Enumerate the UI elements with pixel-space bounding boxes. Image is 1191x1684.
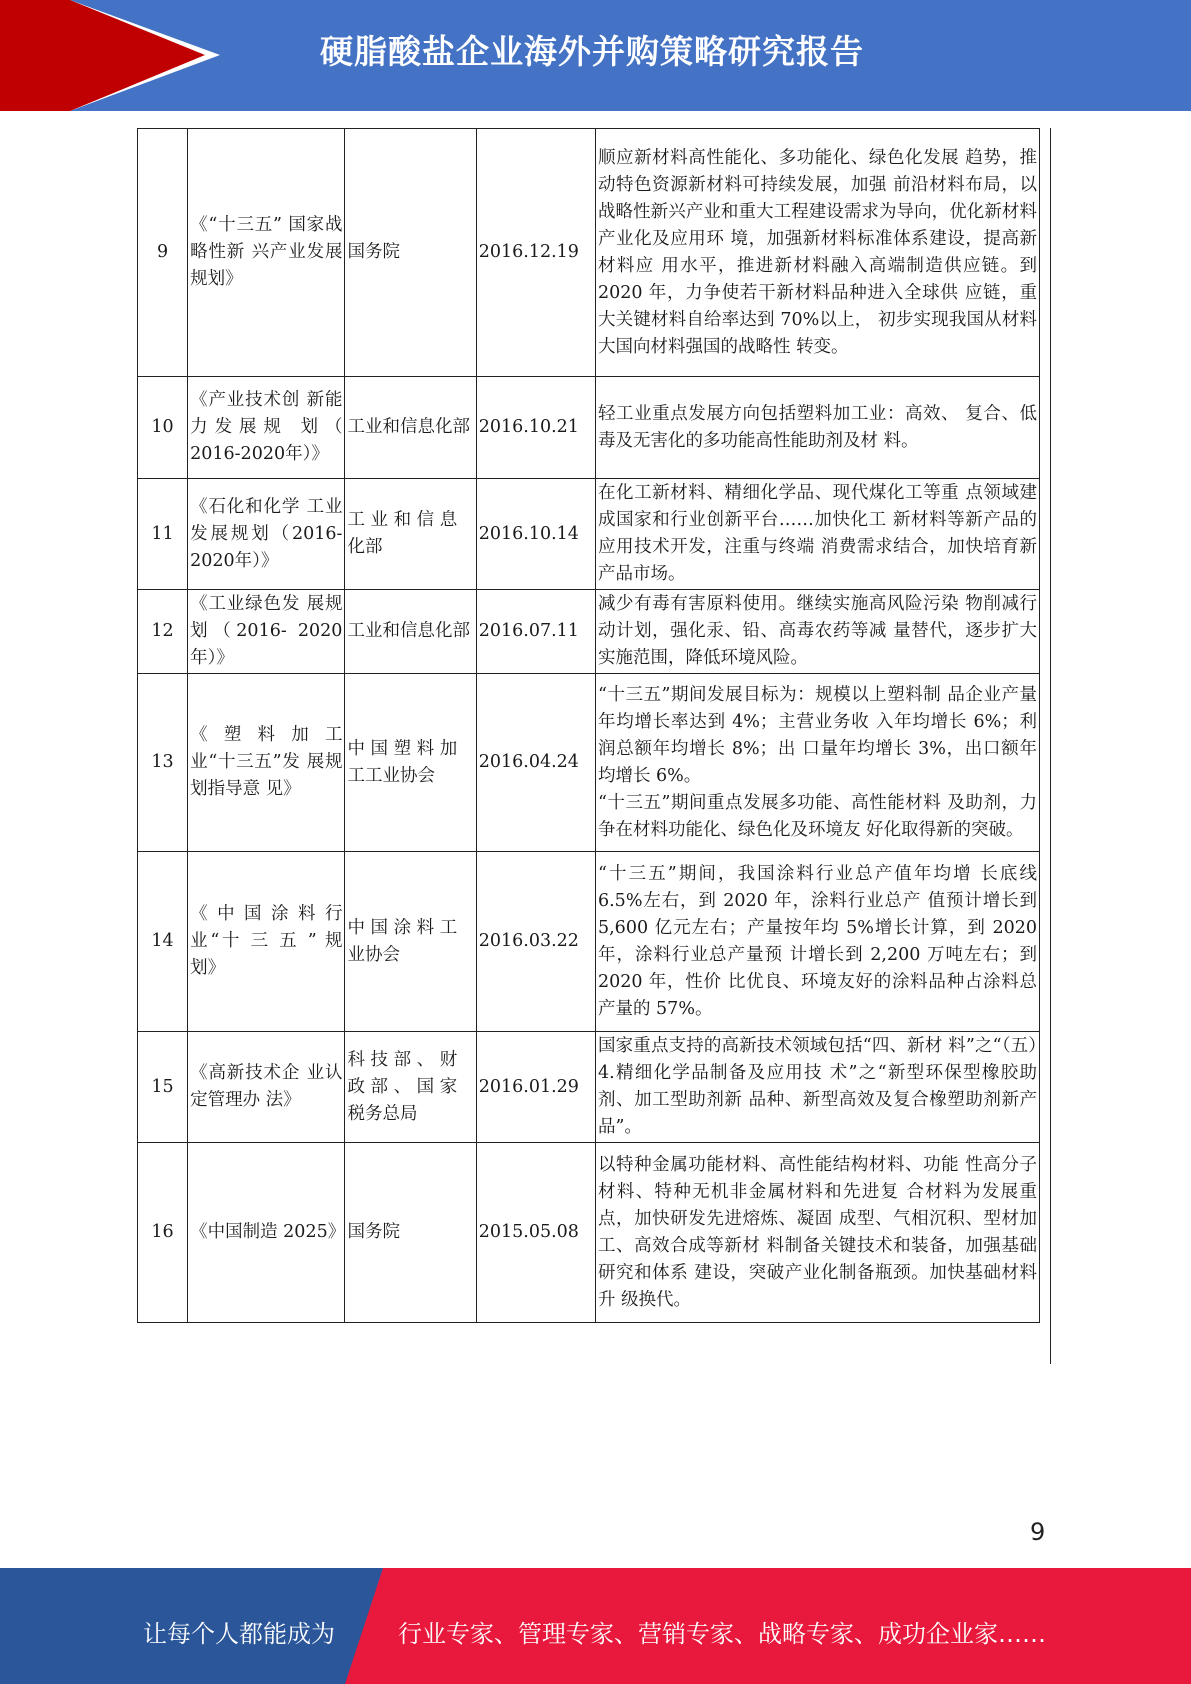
row-date: 2016.12.19 <box>476 129 595 377</box>
row-title: 《产业技术创 新能力发展规 划（ 2016-2020年）》 <box>188 377 345 479</box>
table-row <box>138 479 1040 590</box>
footer-blue-slant <box>345 1568 383 1684</box>
table-row <box>138 1032 1040 1143</box>
row-description: 国家重点支持的高新技术领域包括“四、新材 料”之“（五）4.精细化学品制备及应用技 术”之“新型环保型橡胶助剂、加工型助剂新 品种、新型高效及复合橡塑助剂新产品”。 <box>595 1032 1039 1143</box>
row-org: 中 国 塑 料 加工工业协会 <box>345 674 476 852</box>
row-title: 《工业绿色发 展规划（2016- 2020年）》 <box>188 590 345 674</box>
row-date: 2015.05.08 <box>476 1143 595 1323</box>
row-org: 中 国 涂 料 工业协会 <box>345 852 476 1032</box>
row-org: 科 技 部 、 财政 部 、 国 家税务总局 <box>345 1032 476 1143</box>
row-title: 《“十三五” 国家战略性新 兴产业发展规划》 <box>188 129 345 377</box>
table-outer-line <box>1050 128 1051 1364</box>
row-org: 工业和信息化部 <box>345 377 476 479</box>
row-title: 《高新技术企 业认定管理办 法》 <box>188 1032 345 1143</box>
report-title: 硬脂酸盐企业海外并购策略研究报告 <box>320 32 864 71</box>
table-row <box>138 377 1040 479</box>
table-row <box>138 129 1040 377</box>
row-title: 《中国涂料行 业“十 三 五 ” 规划》 <box>188 852 345 1032</box>
row-date: 2016.07.11 <box>476 590 595 674</box>
header-red-block <box>0 0 70 111</box>
row-description: 轻工业重点发展方向包括塑料加工业：高效、 复合、低毒及无害化的多功能高性能助剂及材 料。 <box>595 377 1039 479</box>
row-description: “十三五”期间，我国涂料行业总产值年均增 长底线 6.5%左右，到 2020 年，涂料行业总产 值预计增长到 5,600 亿元左右；产量按年均 5%增长计算，到 2020 年，涂料行业总产量预 计增长到 2,200 万吨左右；到 2020 年，性价 比优良、环境友好的涂料品种占涂料总产量的 57%。 <box>595 852 1039 1032</box>
row-description: “十三五”期间发展目标为：规模以上塑料制 品企业产量年均增长率达到 4%；主营业务收 入年均增长 6%；利润总额年均增长 8%；出 口量年均增长 3%，出口额年均增长 6%。 “十三五”期间重点发展多功能、高性能材料 及助剂，力争在材料功能化、绿色化及环境友 好化取得新的突破。 <box>595 674 1039 852</box>
row-org: 工 业 和 信 息 化部 <box>345 479 476 590</box>
row-description: 减少有毒有害原料使用。继续实施高风险污染 物削减行动计划，强化汞、铅、高毒农药等减 量替代，逐步扩大实施范围，降低环境风险。 <box>595 590 1039 674</box>
row-number: 15 <box>138 1032 188 1143</box>
table-row <box>138 852 1040 1032</box>
row-number: 13 <box>138 674 188 852</box>
row-description: 以特种金属功能材料、高性能结构材料、功能 性高分子材料、特种无机非金属材料和先进复 合材料为发展重点，加快研发先进熔炼、凝固 成型、气相沉积、型材加工、高效合成等新材 料制备关键技术和装备，加强基础研究和体系 建设，突破产业化制备瓶颈。加快基础材料升 级换代。 <box>595 1143 1039 1323</box>
row-number: 9 <box>138 129 188 377</box>
row-number: 10 <box>138 377 188 479</box>
row-org: 工业和信息化部 <box>345 590 476 674</box>
row-number: 12 <box>138 590 188 674</box>
row-date: 2016.03.22 <box>476 852 595 1032</box>
row-description: 在化工新材料、精细化学品、现代煤化工等重 点领域建成国家和行业创新平台……加快化工 新材料等新产品的应用技术开发，注重与终端 消费需求结合，加快培育新产品市场。 <box>595 479 1039 590</box>
row-date: 2016.01.29 <box>476 1032 595 1143</box>
table-row <box>138 674 1040 852</box>
policy-table <box>137 128 1040 1323</box>
page-number: 9 <box>1030 1518 1046 1546</box>
row-title: 《 塑 料 加 工 业“十三五”发 展规划指导意 见》 <box>188 674 345 852</box>
row-number: 11 <box>138 479 188 590</box>
row-date: 2016.10.21 <box>476 377 595 479</box>
table-row <box>138 1143 1040 1323</box>
footer-slogan-right: 行业专家、管理专家、营销专家、战略专家、成功企业家…… <box>398 1620 1046 1648</box>
row-date: 2016.04.24 <box>476 674 595 852</box>
row-title: 《中国制造 2025》 <box>188 1143 345 1323</box>
row-description: 顺应新材料高性能化、多功能化、绿色化发展 趋势，推动特色资源新材料可持续发展，加强 前沿材料布局，以战略性新兴产业和重大工程建设需求为导向，优化新材料产业化及应用环 境，加强新材料标准体系建设，提高新材料应 用水平，推进新材料融入高端制造供应链。到 2020 年，力争使若干新材料品种进入全球供 应链，重大关键材料自给率达到 70%以上， 初步实现我国从材料大国向材料强国的战略性 转变。 <box>595 129 1039 377</box>
row-org: 国务院 <box>345 1143 476 1323</box>
row-date: 2016.10.14 <box>476 479 595 590</box>
table-row <box>138 590 1040 674</box>
footer-slogan-left: 让每个人都能成为 <box>143 1620 335 1648</box>
row-number: 14 <box>138 852 188 1032</box>
row-title: 《石化和化学 工业发展规划（2016-2020年）》 <box>188 479 345 590</box>
row-number: 16 <box>138 1143 188 1323</box>
row-org: 国务院 <box>345 129 476 377</box>
header-red-chevron <box>70 0 205 111</box>
